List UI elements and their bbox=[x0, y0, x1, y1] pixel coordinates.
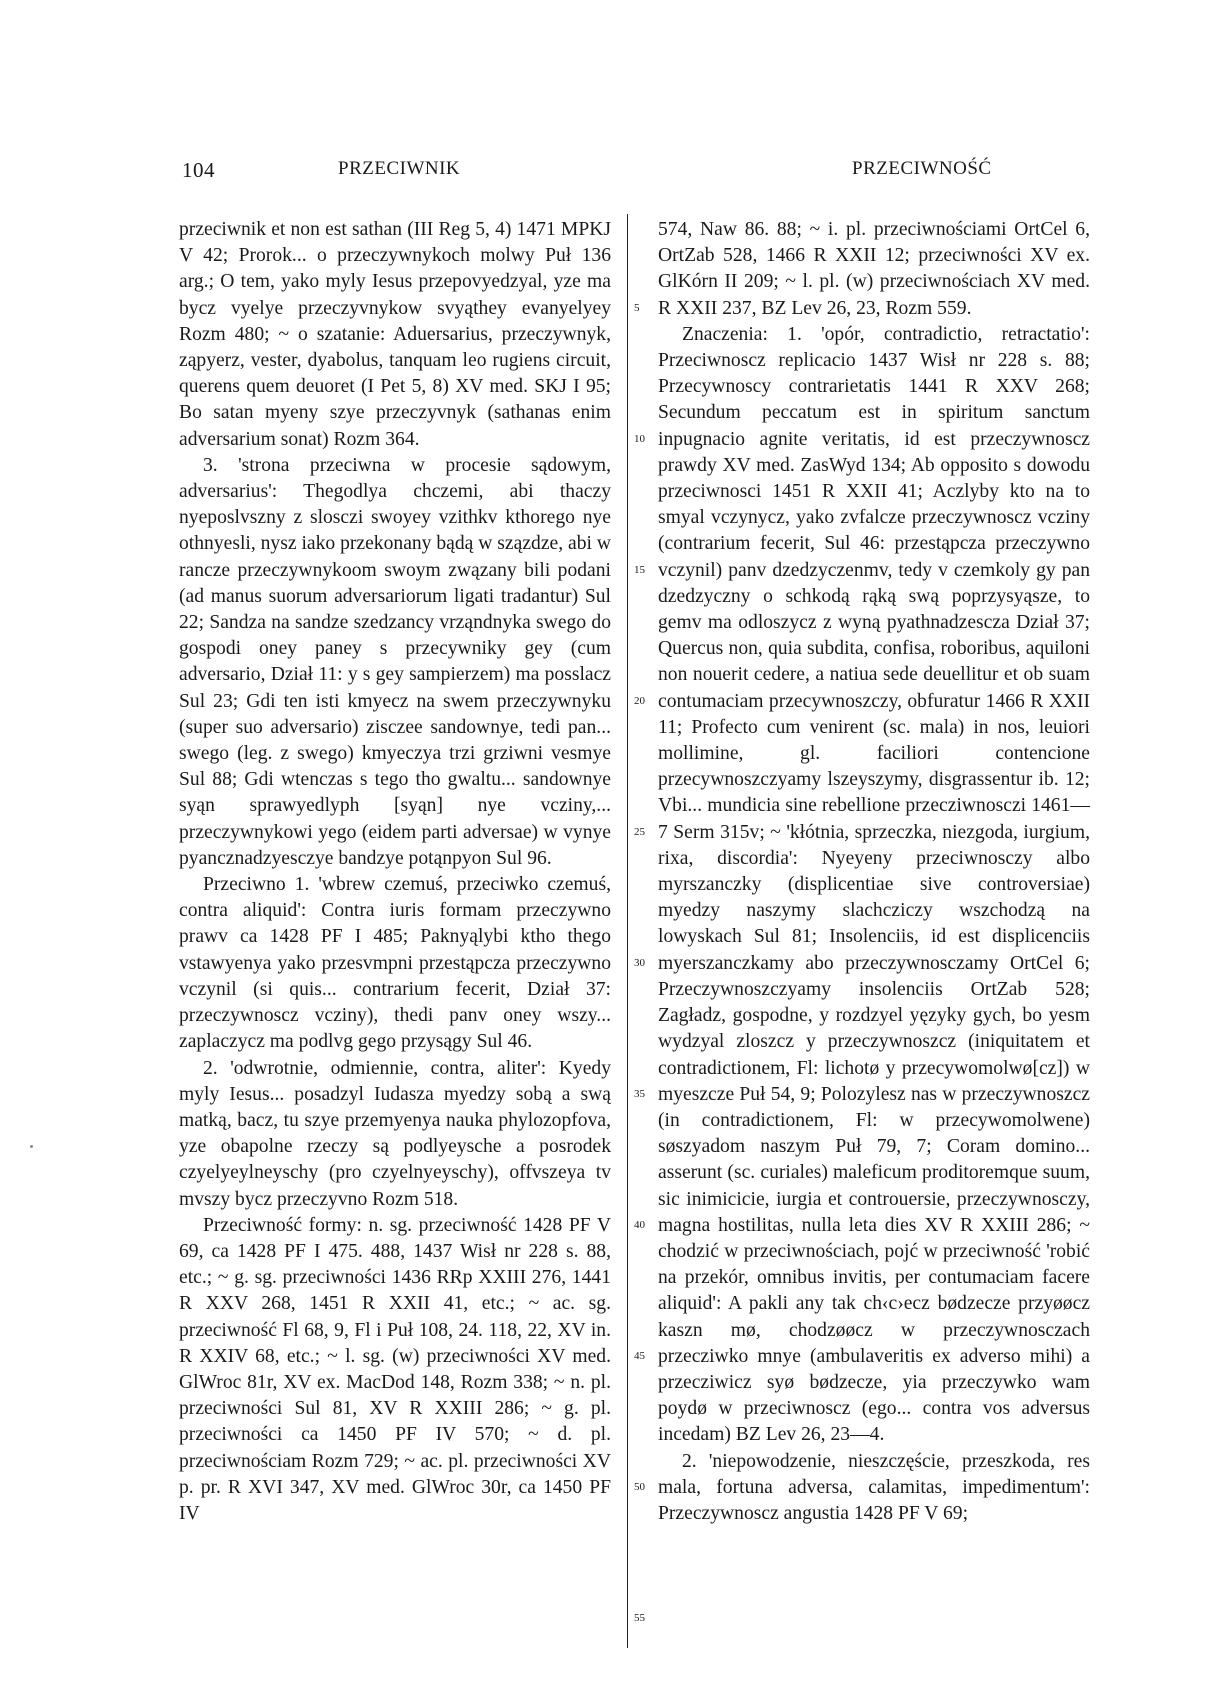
column-divider bbox=[627, 214, 628, 1648]
entry-paragraph: Znaczenia: 1. 'opór, contradictio, retractatio': Przeciwnoscz replicacio 1437 Wisł nr 228 s. 88; Przecywnoscy contrarietatis 1441 R XXV 268; Secundum peccatum est in spiritum sanctum inpugnacio agnite veritatis, id est przeczywnoscz prawdy XV med. ZasWyd 134; Ab opposito s dowodu przeciwnosci 1451 R XXII 41; Aczlyby kto na to smyal vczynycz, yako zvfalcze przeczywnoscz vcziny (contrarium fecerit, Sul 46: przestąpcza przeczywno vczynil) panv dzedzyczenmv, tedy v czemkoly gy pan dzedzyczny o schkodą rąką swą poprzysyąsze, to gemv ma odloszycz z wyną pyathnadzescza Dział 37; Quercus non, quia subdita, confisa, roboribus, aquiloni non nouerit cedere, a natiua sede deuellitur et ob suam contumaciam przecywnoszczy, obfuratur 1466 R XXII 11; Profecto cum venirent (sc. mala) in nos, leuiori mollimine, gl. faciliori contencione przecywnoszczyamy lszeyszymy, disgrassentur ib. 12; Vbi... mundicia sine rebellione przecziwnosczi 1461—7 Serm 315v; ~ 'kłótnia, sprzeczka, niezgoda, iurgium, rixa, discordia': Nyeyeny przeciwnosczy albo myrszanczky (displicentiae sive controversiae) myedzy naszymy slachcziczy wszchodzą na lowyskach Sul 81; Insolenciis, id est displicenciis myerszanczkamy abo przeczywnosczamy OrtCel 6; Przeczywnoszczyamy insolenciis OrtZab 528; Zagładz, gospodne, y rozdzyel yęzyky gych, bo yesm wydzyal zloszcz y przeczywnoszcz (iniquitatem et contradictionem, Fl: lichotø y przecywomolwø[cz]) w myeszcze Puł 54, 9; Polozylesz nas w przeczywnoszcz (in contradictionem, Fl: w przecywomolwene) søszyadom naszym Puł 79, 7; Coram domino... asserunt (sc. curiales) maleficum proditoremque suum, sic inimicicie, iurgia et controuersie, przeczywnosczy, magna hostilitas, nulla leta dies XV R XXIII 286; ~ chodzić w przeciwnościach, pojć w przeciwność 'robić na przekór, omnibus invitis, per contumaciam facere aliquid': A pakli any tak ch‹c›ecz bødzecze przyøøcz kaszn mø, chodzøøcz w przeczywnosczach przecziwko mnye (ambulaveritis ex adverso mihi) a przecziwicz syø bødzecze, yia przeczywko wam poydø w przeciwnoscz (ego... contra vos adversus incedam) BZ Lev 26, 23—4. bbox=[658, 323, 1090, 1446]
entry-paragraph: 2. 'odwrotnie, odmiennie, contra, aliter': Kyedy myly Iesus... posadzyl Iudasza myedzy sobą a swą matką, bacz, tu szye przemyenya nauka phylozopfova, yze obapolne rzeczy są podlyeysche a posrodek czyelyeylneyschy (pro czyelnyeyschy), offvszeya tv mvszy bycz przeczyvno Rozm 518. bbox=[179, 1057, 611, 1210]
page-number: 104 bbox=[182, 158, 215, 182]
line-number: 45 bbox=[634, 1350, 645, 1362]
scan-speck bbox=[30, 1145, 33, 1148]
line-number: 35 bbox=[634, 1088, 645, 1100]
entry-paragraph: 574, Naw 86. 88; ~ i. pl. przeciwnościami OrtCel 6, OrtZab 528, 1466 R XXII 12; przeciwności XV ex. GlKórn II 209; ~ l. pl. (w) przeciwnościach XV med. R XXII 237, BZ Lev 26, 23, Rozm 559. bbox=[658, 219, 1090, 319]
line-number: 50 bbox=[634, 1481, 645, 1493]
entry-paragraph: Przeciwno 1. 'wbrew czemuś, przeciwko czemuś, contra aliquid': Contra iuris formam przeczywno prawv ca 1428 PF I 485; Paknyąlybi ktho thego vstawyenya yako przesvmpni przestąpcza przeczywno vczynil (si quis... contrarium fecerit, Dział 37: przeczywnoscz vcziny), thedi panv oney wszy... zaplaczycz ma podlvg gego przysągy Sul 46. bbox=[179, 874, 611, 1053]
entry-paragraph: 2. 'niepowodzenie, nieszczęście, przeszkoda, res mala, fortuna adversa, calamitas, impedimentum': Przeczywnoscz angustia 1428 PF V 69; bbox=[658, 1450, 1090, 1524]
line-number: 25 bbox=[634, 826, 645, 838]
line-number: 15 bbox=[634, 564, 645, 576]
right-column bbox=[658, 217, 1090, 1527]
running-head-right: PRZECIWNOŚĆ bbox=[852, 158, 992, 179]
entry-paragraph: Przeciwność formy: n. sg. przeciwność 1428 PF V 69, ca 1428 PF I 475. 488, 1437 Wisł nr 228 s. 88, etc.; ~ g. sg. przeciwności 1436 RRp XXIII 276, 1441 R XXV 268, 1451 R XXII 41, etc.; ~ ac. sg. przeciwność Fl 68, 9, Fl i Puł 108, 24. 118, 22, XV in. R XXIV 68, etc.; ~ l. sg. (w) przeciwności XV med. GlWroc 81r, XV ex. MacDod 148, Rozm 338; ~ n. pl. przeciwności Sul 81, XV R XXIII 286; ~ g. pl. przeciwności ca 1450 PF IV 570; ~ d. pl. przeciwnościam Rozm 729; ~ ac. pl. przeciwności XV p. pr. R XVI 347, XV med. GlWroc 30r, ca 1450 PF IV bbox=[179, 1214, 611, 1524]
entry-paragraph: przeciwnik et non est sathan (III Reg 5, 4) 1471 MPKJ V 42; Prorok... o przeczywnykoch molwy Puł 136 arg.; O tem, yako myly Iesus przepovyedzyal, yze ma bycz vyelye przeczyvnykow svyąthey evanyelyey Rozm 480; ~ o szatanie: Aduersarius, przeczywnyk, ząpyerz, vester, dyabolus, tanquam leo rugiens circuit, querens quem deuoret (I Pet 5, 8) XV med. SKJ I 95; Bo satan myeny szye przeczyvnyk (sathanas enim adversarium sonat) Rozm 364. bbox=[179, 219, 611, 450]
running-head-left: PRZECIWNIK bbox=[338, 158, 461, 179]
line-number: 10 bbox=[634, 433, 645, 445]
line-number: 30 bbox=[634, 957, 645, 969]
entry-paragraph: 3. 'strona przeciwna w procesie sądowym, adversarius': Thegodlya chczemi, abi thaczy nyeposlvszny z slosczi swoyey vzithkv kthorego nye othnyesli, nysz iako przekonany bądą w szązdze, abi w rancze przeczywnykoom swoym zwązany bili podani (ad manus suorum adversariorum ligati tradantur) Sul 22; Sandza na sandze szedzancy vrząndnyka swego do gospodi oney paney s przecywniky gey (cum adversario, Dział 11: y s gey sampierzem) ma posslacz Sul 23; Gdi ten isti kmyecz na swem przeczywnyku (super suo adversario) zisczee sandownye, tedi pan... swego (leg. z swego) kmyeczya trzi grziwni vesmye Sul 88; Gdi wtenczas s tego tho gwaltu... sandownye syąn sprawyedlyph [syąn] nye vcziny,... przeczywnykowi yego (eidem parti adversae) w vynye pyancznadzyesczye bandzye potąnpyon Sul 96. bbox=[179, 454, 612, 869]
line-number: 20 bbox=[634, 695, 645, 707]
line-number: 40 bbox=[634, 1219, 645, 1231]
left-column bbox=[179, 217, 611, 1527]
line-number: 5 bbox=[634, 302, 640, 314]
line-number: 55 bbox=[634, 1612, 645, 1624]
